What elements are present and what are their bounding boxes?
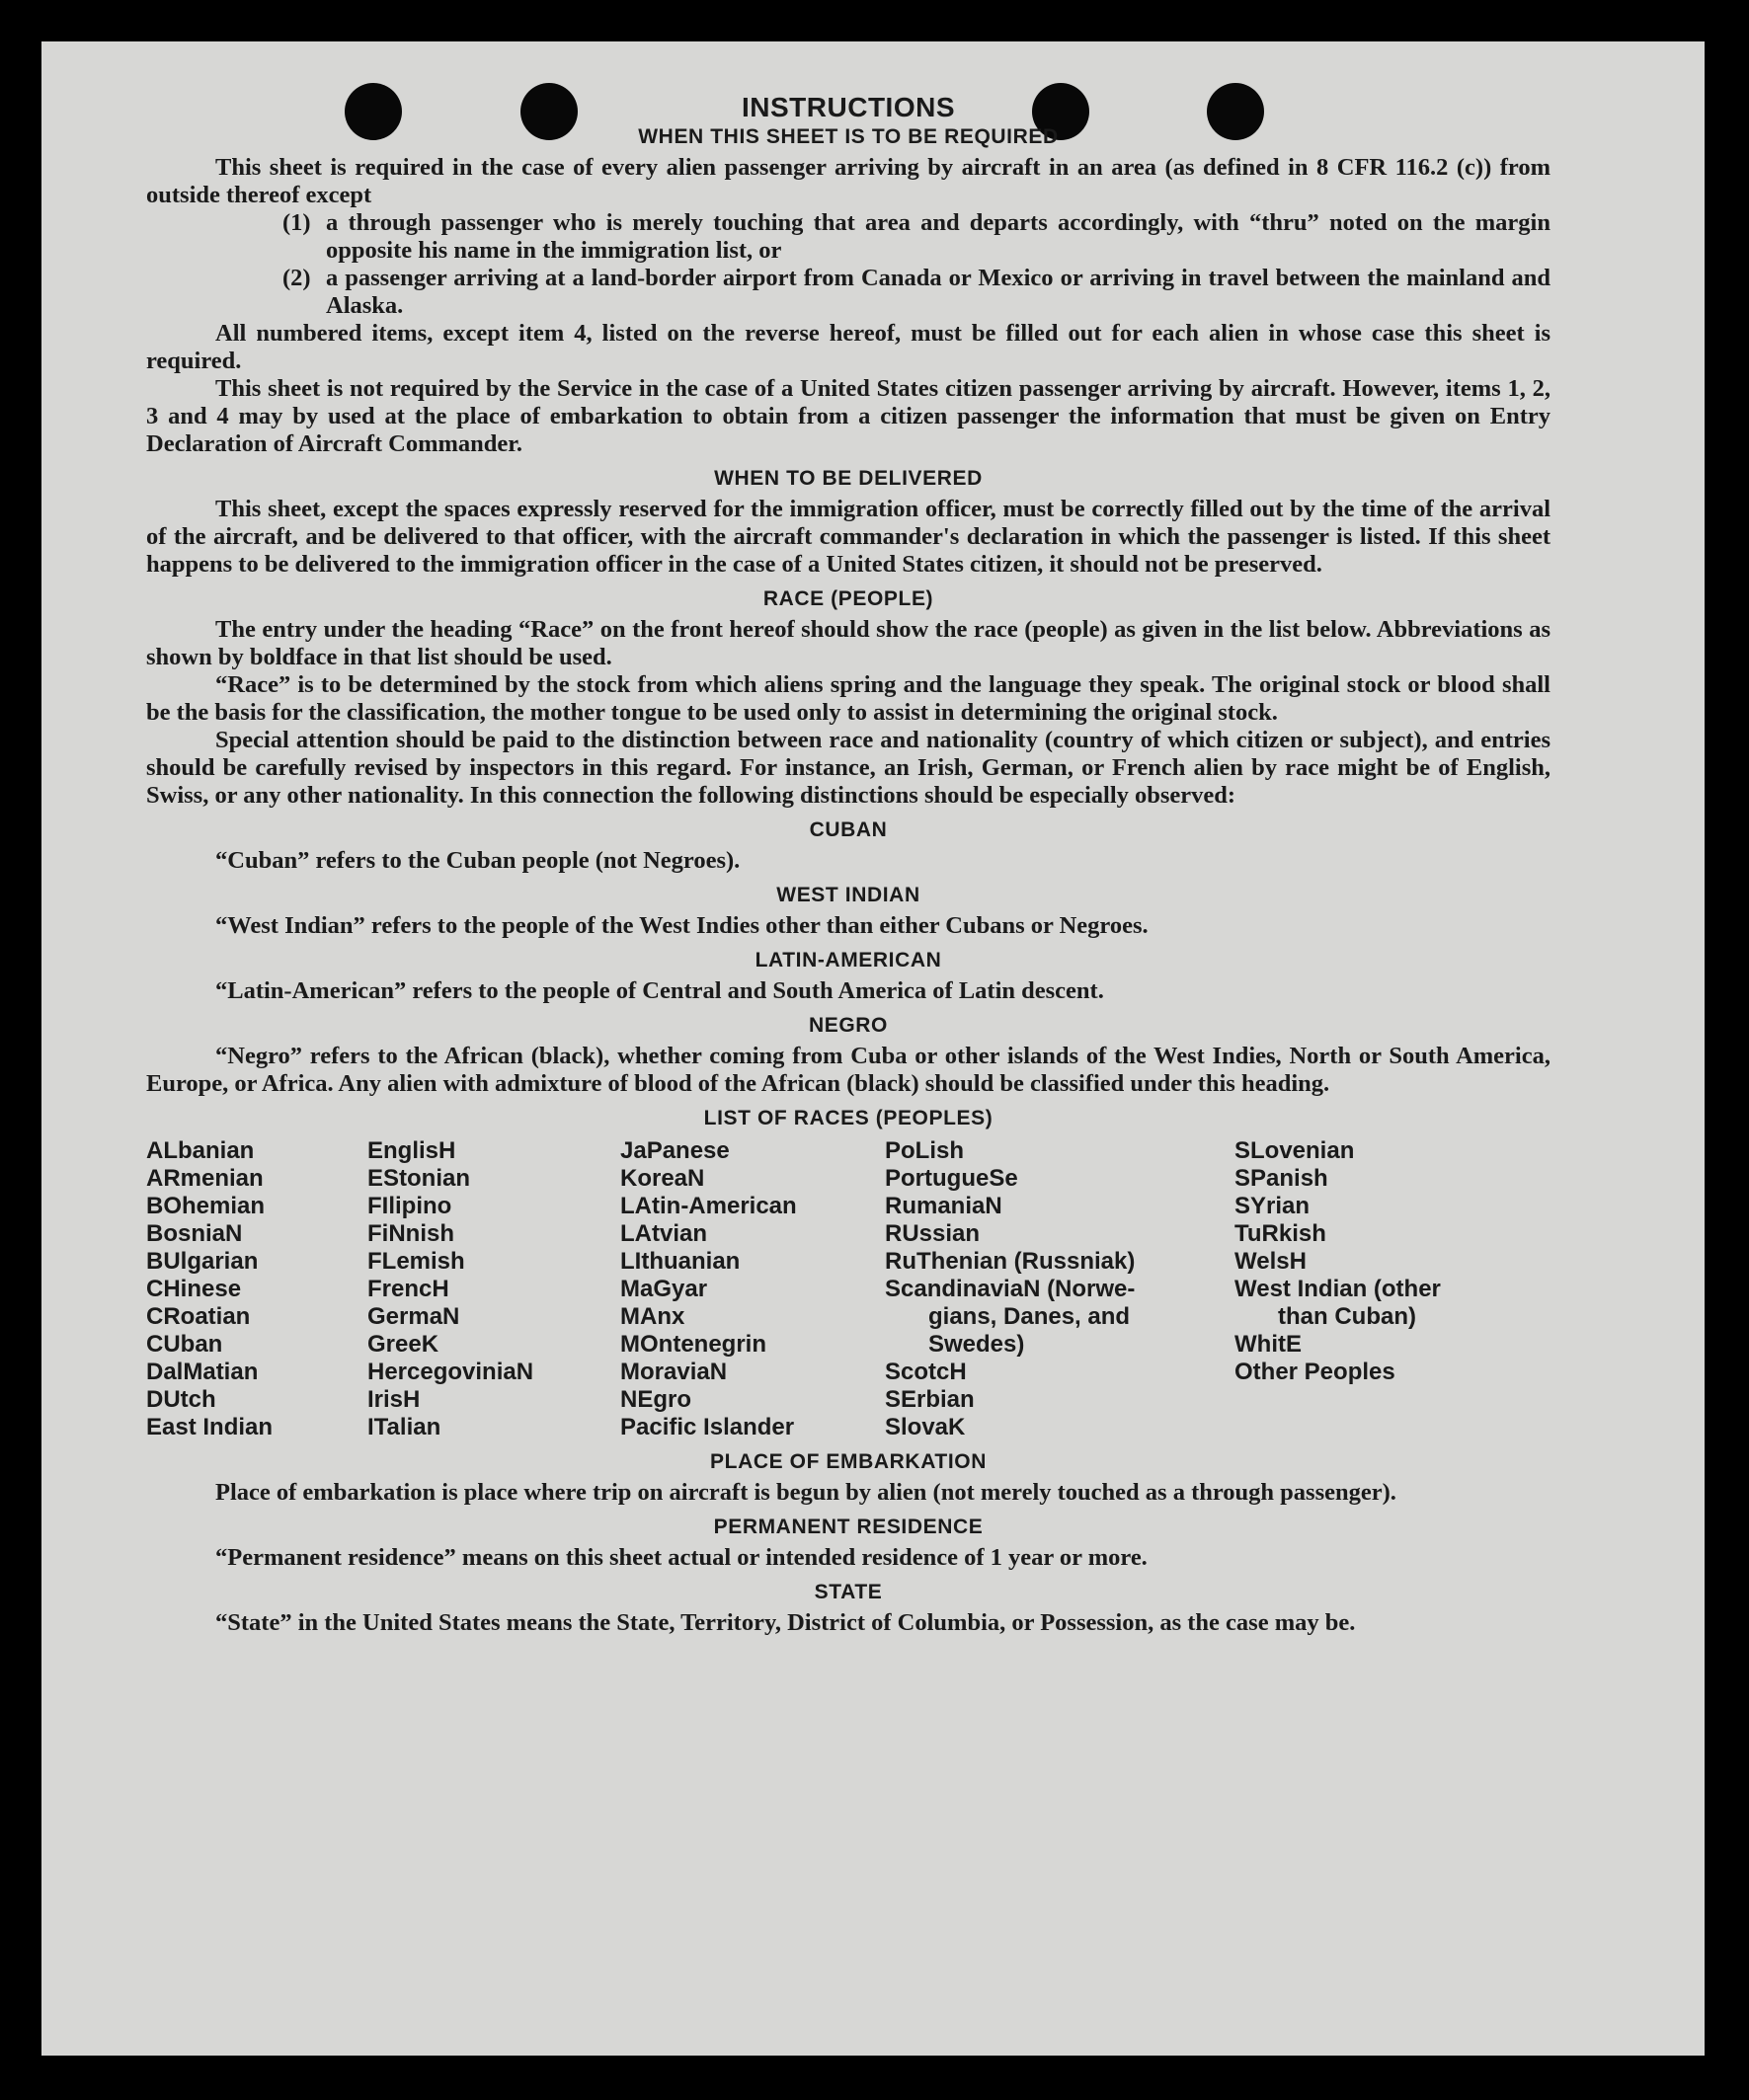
paragraph: This sheet is not required by the Service in the case of a United States citizen passenger arriving by aircraft. However, items 1, 2, 3 and 4 may by used at the place of embarkation to obtain from a citizen passenger the information that must be given on Entry Declaration of Aircraft Commander. xyxy=(146,375,1550,457)
race-entry: MAnx xyxy=(620,1303,685,1330)
race-entry: CUban xyxy=(146,1331,223,1358)
race-entry: RumaniaN xyxy=(885,1193,1002,1219)
paragraph: This sheet, except the spaces expressly reserved for the immigration officer, must be correctly filled out by the time of the arrival of the aircraft, and be delivered to that officer, with the aircraft commander's declaration in which the passenger is listed. If this sheet happens to be delivered to the immigration officer in the case of a United States citizen, it should not be preserved. xyxy=(146,496,1550,578)
race-entry: CRoatian xyxy=(146,1303,251,1330)
race-entry: JaPanese xyxy=(620,1137,730,1164)
paragraph: “Permanent residence” means on this sheet actual or intended residence of 1 year or more. xyxy=(215,1544,1148,1571)
section-heading: WHEN THIS SHEET IS TO BE REQUIRED xyxy=(638,125,1059,148)
race-entry: WelsH xyxy=(1234,1248,1307,1275)
race-entry: WhitE xyxy=(1234,1331,1302,1358)
race-entry: Pacific Islander xyxy=(620,1414,795,1440)
race-entry: GreeK xyxy=(367,1331,439,1358)
paragraph: “Latin-American” refers to the people of Central and South America of Latin descent. xyxy=(215,977,1104,1004)
race-entry: Other Peoples xyxy=(1234,1359,1395,1385)
race-entry: than Cuban) xyxy=(1278,1303,1416,1330)
race-entry: Swedes) xyxy=(928,1331,1025,1358)
race-entry: RuThenian (Russniak) xyxy=(885,1248,1136,1275)
page-title: INSTRUCTIONS xyxy=(742,92,955,122)
race-entry: ALbanian xyxy=(146,1137,255,1164)
race-entry: gians, Danes, and xyxy=(928,1303,1131,1330)
section-heading: NEGRO xyxy=(808,1014,888,1037)
race-entry: PortugueSe xyxy=(885,1165,1018,1192)
race-entry: FIlipino xyxy=(367,1193,452,1219)
race-entry: ScandinaviaN (Norwe- xyxy=(885,1276,1136,1302)
section-heading: PERMANENT RESIDENCE xyxy=(713,1516,984,1538)
race-entry: LAtin-American xyxy=(620,1193,797,1219)
race-entry: NEgro xyxy=(620,1386,691,1413)
race-entry: MOntenegrin xyxy=(620,1331,766,1358)
races-column xyxy=(367,1137,620,1441)
race-entry: ITalian xyxy=(367,1414,441,1440)
race-entry: East Indian xyxy=(146,1414,274,1440)
section-heading: CUBAN xyxy=(809,818,888,841)
paragraph: All numbered items, except item 4, listed on the reverse hereof, must be filled out for each alien in whose case this sheet is required. xyxy=(146,320,1550,374)
paragraph: “Race” is to be determined by the stock from which aliens spring and the language they speak. The original stock or blood shall be the basis for the classification, the mother tongue to be used only to assist in determining the original stock. xyxy=(146,671,1550,726)
race-entry: GermaN xyxy=(367,1303,460,1330)
paragraph: This sheet is required in the case of every alien passenger arriving by aircraft in an area (as defined in 8 CFR 116.2 (c)) from outside thereof except xyxy=(146,154,1550,208)
section-heading: PLACE OF EMBARKATION xyxy=(710,1450,987,1473)
race-entry: SYrian xyxy=(1234,1193,1311,1219)
race-entry: MaGyar xyxy=(620,1276,708,1302)
race-entry: IrisH xyxy=(367,1386,421,1413)
paragraph: “Negro” refers to the African (black), whether coming from Cuba or other islands of the West Indies, North or South America, Europe, or Africa. Any alien with admixture of blood of the African (black) should be classified under this heading. xyxy=(146,1043,1550,1097)
paragraph: “West Indian” refers to the people of the West Indies other than either Cubans or Negroes. xyxy=(215,912,1149,939)
instructions-content xyxy=(146,91,1550,1637)
section-heading: LIST OF RACES (PEOPLES) xyxy=(703,1107,994,1129)
race-entry: RUssian xyxy=(885,1220,981,1247)
paragraph: Place of embarkation is place where trip on aircraft is begun by alien (not merely touched as a through passenger). xyxy=(215,1479,1396,1506)
race-entry: ScotcH xyxy=(885,1359,967,1385)
race-entry: LIthuanian xyxy=(620,1248,741,1275)
races-column xyxy=(885,1137,1234,1441)
race-entry: SLovenian xyxy=(1234,1137,1355,1164)
races-column xyxy=(146,1137,367,1441)
race-entry: FrencH xyxy=(367,1276,449,1302)
races-column xyxy=(620,1137,885,1441)
race-entry: TuRkish xyxy=(1234,1220,1326,1247)
race-entry: SPanish xyxy=(1234,1165,1328,1192)
list-number: (1) xyxy=(282,209,311,236)
race-entry: PoLish xyxy=(885,1137,965,1164)
race-entry: SErbian xyxy=(885,1386,975,1413)
paragraph: The entry under the heading “Race” on the front hereof should show the race (people) as given in the list below. Abbreviations as shown by boldface in that list should be used. xyxy=(146,616,1550,670)
section-heading: WHEN TO BE DELIVERED xyxy=(714,467,983,490)
section-heading: LATIN-AMERICAN xyxy=(755,949,942,972)
list-text: a passenger arriving at a land-border airport from Canada or Mexico or arriving in travel between the mainland and Alaska. xyxy=(326,265,1550,319)
list-item xyxy=(282,265,1550,320)
race-entry: CHinese xyxy=(146,1276,242,1302)
race-entry: KoreaN xyxy=(620,1165,705,1192)
race-entry: EStonian xyxy=(367,1165,471,1192)
race-entry: DalMatian xyxy=(146,1359,259,1385)
race-entry: FLemish xyxy=(367,1248,465,1275)
race-entry: EnglisH xyxy=(367,1137,456,1164)
section-heading: WEST INDIAN xyxy=(776,884,920,906)
race-entry: DUtch xyxy=(146,1386,216,1413)
paragraph: Special attention should be paid to the distinction between race and nationality (country of which citizen or subject), and entries should be carefully revised by inspectors in this regard. For instance, an Irish, German, or French alien by race might be of English, Swiss, or any other nationality. In this connection the following distinctions should be especially observed: xyxy=(146,727,1550,809)
race-entry: HercegoviniaN xyxy=(367,1359,534,1385)
race-entry: LAtvian xyxy=(620,1220,708,1247)
race-entry: MoraviaN xyxy=(620,1359,728,1385)
section-heading: RACE (PEOPLE) xyxy=(762,587,934,610)
list-number: (2) xyxy=(282,265,311,291)
races-list xyxy=(146,1137,1550,1441)
paragraph: “State” in the United States means the State, Territory, District of Columbia, or Possession, as the case may be. xyxy=(215,1609,1356,1636)
races-column xyxy=(1234,1137,1550,1441)
paragraph: “Cuban” refers to the Cuban people (not Negroes). xyxy=(215,847,741,874)
race-entry: SlovaK xyxy=(885,1414,966,1440)
list-text: a through passenger who is merely touching that area and departs accordingly, with “thru” noted on the margin opposite his name in the immigration list, or xyxy=(326,209,1550,264)
race-entry: West Indian (other xyxy=(1234,1276,1441,1302)
race-entry: BUlgarian xyxy=(146,1248,259,1275)
race-entry: FiNnish xyxy=(367,1220,454,1247)
race-entry: ARmenian xyxy=(146,1165,264,1192)
race-entry: BosniaN xyxy=(146,1220,243,1247)
list-item xyxy=(282,209,1550,265)
section-heading: STATE xyxy=(814,1581,883,1603)
race-entry: BOhemian xyxy=(146,1193,266,1219)
